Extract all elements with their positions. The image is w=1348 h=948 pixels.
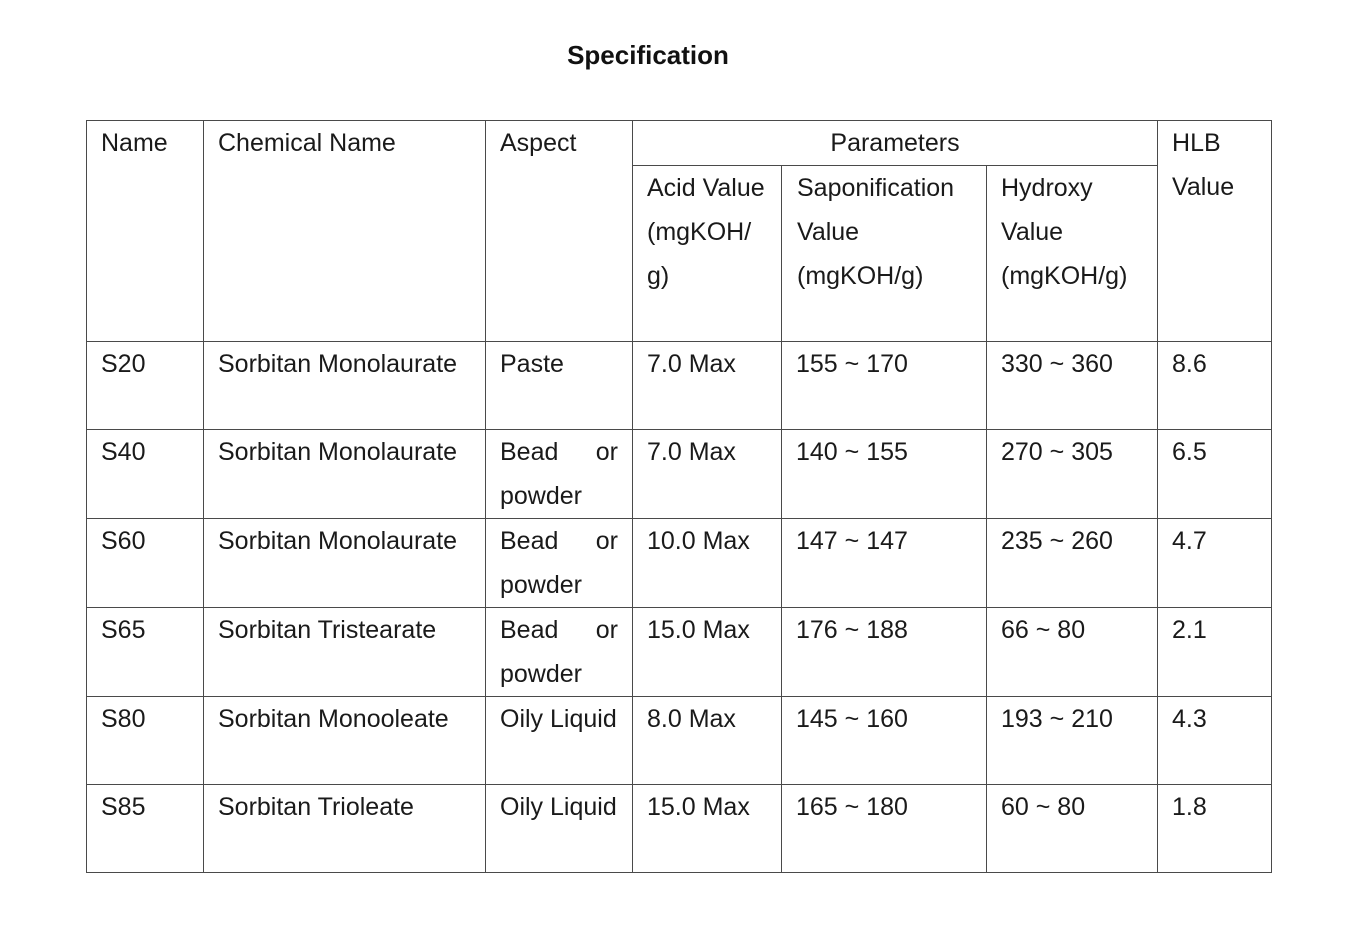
aspect-word: or [595, 438, 618, 466]
cell-name: S80 [87, 697, 204, 785]
cell-aspect [486, 430, 633, 519]
cell-hydroxy-value: 66 ~ 80 [987, 608, 1158, 697]
table-row [87, 342, 1272, 430]
cell-hydroxy-value: 235 ~ 260 [987, 519, 1158, 608]
header-chemical-name: Chemical Name [204, 121, 486, 342]
table-row [87, 608, 1272, 697]
cell-saponification-value: 155 ~ 170 [782, 342, 987, 430]
cell-chemical-name: Sorbitan Monooleate [204, 697, 486, 785]
header-parameters: Parameters [633, 121, 1158, 166]
aspect-line [500, 608, 618, 652]
aspect-word: Bead [500, 527, 559, 555]
aspect-word: powder [500, 571, 582, 599]
cell-aspect: Oily Liquid [486, 697, 633, 785]
cell-aspect [486, 519, 633, 608]
aspect-word: Bead [500, 438, 559, 466]
cell-saponification-value: 176 ~ 188 [782, 608, 987, 697]
cell-chemical-name: Sorbitan Trioleate [204, 785, 486, 873]
cell-acid-value: 8.0 Max [633, 697, 782, 785]
header-name: Name [87, 121, 204, 342]
cell-chemical-name: Sorbitan Tristearate [204, 608, 486, 697]
cell-hlb-value: 2.1 [1158, 608, 1272, 697]
cell-name: S60 [87, 519, 204, 608]
aspect-word: or [595, 616, 618, 644]
cell-chemical-name: Sorbitan Monolaurate [204, 519, 486, 608]
cell-hlb-value: 6.5 [1158, 430, 1272, 519]
header-hydroxy-value: Hydroxy Value (mgKOH/g) [987, 166, 1158, 342]
table-row [87, 697, 1272, 785]
aspect-word: powder [500, 660, 582, 688]
cell-hlb-value: 4.7 [1158, 519, 1272, 608]
document-title: Specification [567, 40, 729, 70]
table-row [87, 430, 1272, 519]
table-row [87, 785, 1272, 873]
cell-name: S40 [87, 430, 204, 519]
cell-hlb-value: 8.6 [1158, 342, 1272, 430]
cell-hydroxy-value: 330 ~ 360 [987, 342, 1158, 430]
cell-chemical-name: Sorbitan Monolaurate [204, 430, 486, 519]
cell-acid-value: 15.0 Max [633, 608, 782, 697]
table-row [87, 519, 1272, 608]
cell-acid-value: 10.0 Max [633, 519, 782, 608]
aspect-word: or [595, 527, 618, 555]
header-aspect: Aspect [486, 121, 633, 342]
aspect-line [500, 430, 618, 474]
cell-acid-value: 7.0 Max [633, 342, 782, 430]
cell-hlb-value: 1.8 [1158, 785, 1272, 873]
cell-saponification-value: 165 ~ 180 [782, 785, 987, 873]
cell-saponification-value: 140 ~ 155 [782, 430, 987, 519]
cell-name: S85 [87, 785, 204, 873]
header-acid-value: Acid Value (mgKOH/ g) [633, 166, 782, 342]
cell-hydroxy-value: 193 ~ 210 [987, 697, 1158, 785]
header-row-top [87, 121, 1272, 166]
cell-saponification-value: 147 ~ 147 [782, 519, 987, 608]
cell-aspect: Oily Liquid [486, 785, 633, 873]
cell-saponification-value: 145 ~ 160 [782, 697, 987, 785]
cell-aspect [486, 608, 633, 697]
cell-acid-value: 7.0 Max [633, 430, 782, 519]
cell-aspect: Paste [486, 342, 633, 430]
cell-chemical-name: Sorbitan Monolaurate [204, 342, 486, 430]
specification-table [86, 120, 1272, 873]
header-saponification-value: Saponification Value (mgKOH/g) [782, 166, 987, 342]
cell-name: S65 [87, 608, 204, 697]
header-hlb-value: HLB Value [1158, 121, 1272, 342]
cell-acid-value: 15.0 Max [633, 785, 782, 873]
aspect-line [500, 519, 618, 563]
cell-name: S20 [87, 342, 204, 430]
cell-hydroxy-value: 270 ~ 305 [987, 430, 1158, 519]
cell-hydroxy-value: 60 ~ 80 [987, 785, 1158, 873]
aspect-word: powder [500, 482, 582, 510]
aspect-word: Bead [500, 616, 559, 644]
cell-hlb-value: 4.3 [1158, 697, 1272, 785]
